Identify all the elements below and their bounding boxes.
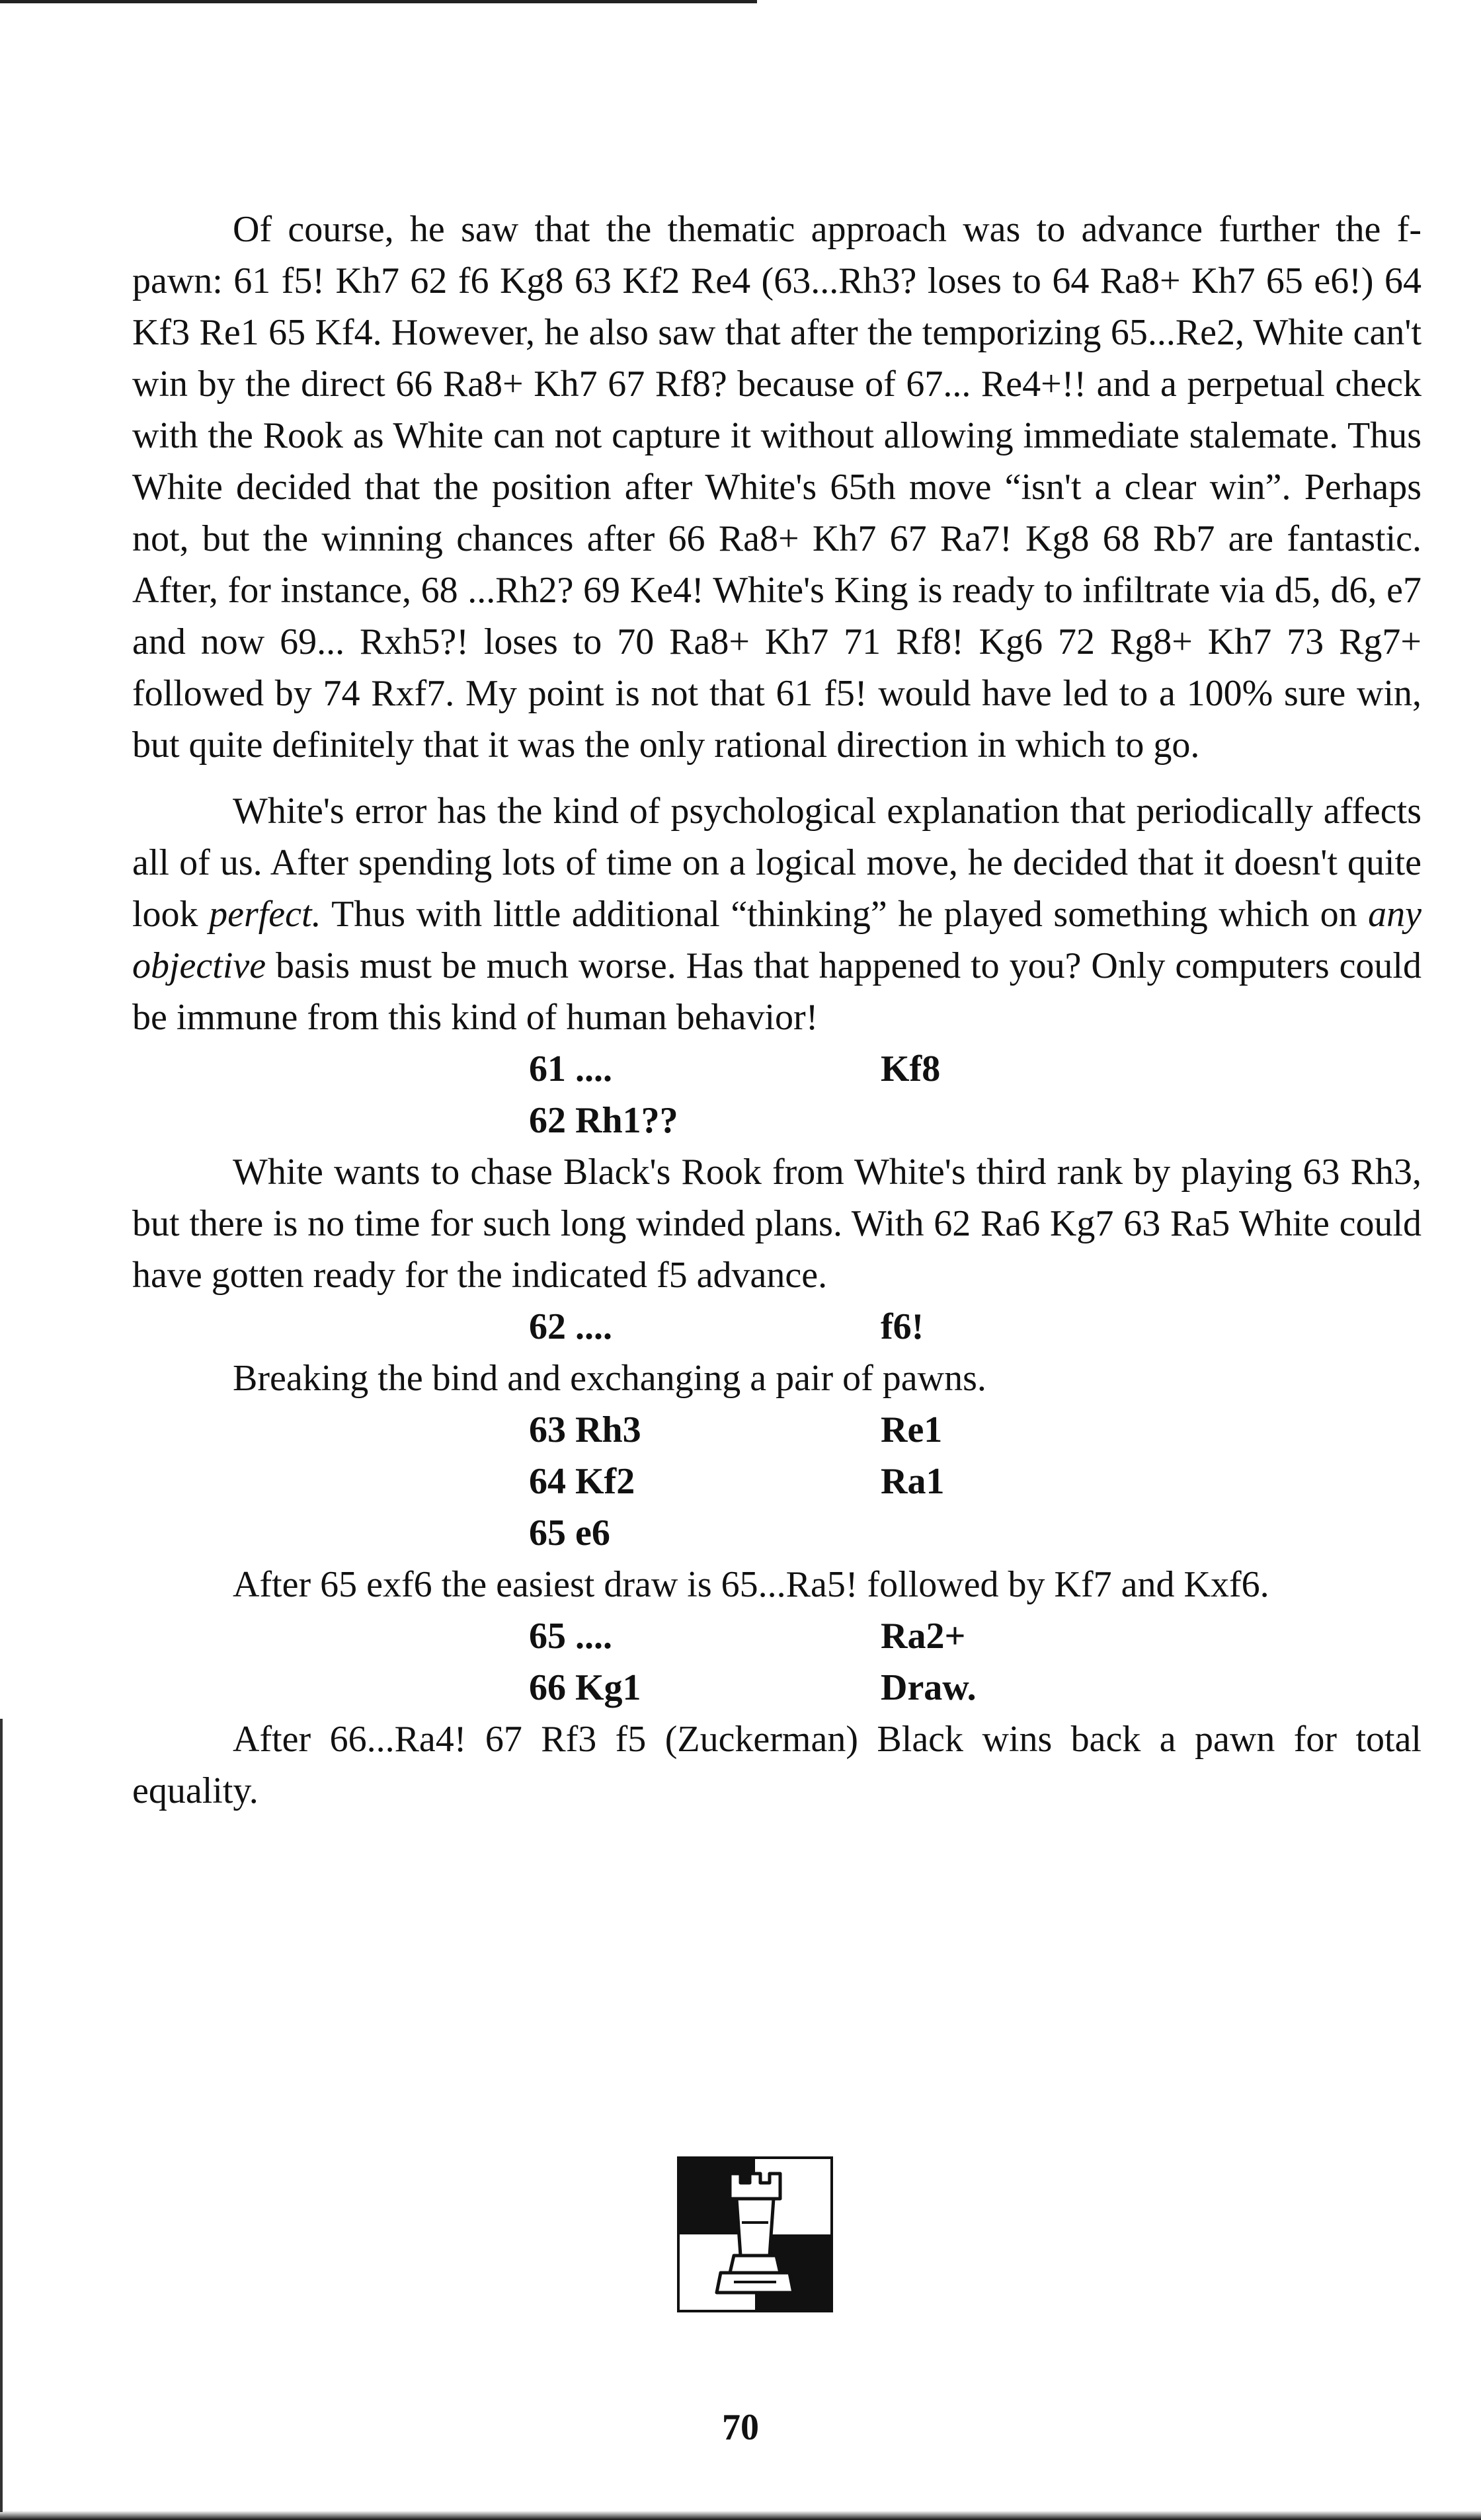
black-move: Ra2+ bbox=[881, 1616, 966, 1657]
paragraph-2-part-3: basis must be much worse. Has that happened to you? Only computers could be immune from this kind of human behavior! bbox=[132, 945, 1421, 1038]
scan-left-edge bbox=[0, 1719, 3, 2512]
white-move: 62 Rh1?? bbox=[529, 1100, 678, 1141]
black-move: f6! bbox=[881, 1306, 924, 1347]
move-line bbox=[132, 1043, 1421, 1095]
top-rule bbox=[0, 0, 757, 3]
white-move: 61 .... bbox=[529, 1048, 612, 1089]
white-move: 66 Kg1 bbox=[529, 1667, 641, 1708]
move-line bbox=[132, 1404, 1421, 1456]
page-number: 70 bbox=[722, 2407, 759, 2448]
black-move: Re1 bbox=[881, 1409, 943, 1450]
annotation-2: Breaking the bind and exchanging a pair of pawns. bbox=[233, 1358, 986, 1399]
paragraph-2-part-1: White's error has the kind of psychological explanation that periodically affects all of us. After spending lots of time on a logical move, he decided that it doesn't quite look bbox=[132, 791, 1421, 935]
move-line bbox=[132, 1456, 1421, 1507]
black-move: Kf8 bbox=[881, 1048, 941, 1089]
move-line bbox=[132, 1507, 1421, 1559]
move-line bbox=[132, 1301, 1421, 1353]
move-line bbox=[132, 1662, 1421, 1713]
paragraph-2-part-2: Thus with little additional “thinking” he played something which on bbox=[321, 894, 1369, 935]
scan-bottom-edge bbox=[0, 2511, 1481, 2520]
white-move: 64 Kf2 bbox=[529, 1461, 635, 1502]
paragraph-1: Of course, he saw that the thematic approach was to advance further the f-pawn: 61 f5! Kh7 62 f6 Kg8 63 Kf2 Re4 (63...Rh3? loses to 64 Ra8+ Kh7 65 e6!) 64 Kf3 Re1 65 Kf4. However, he also saw that after the temporizing 65...Re2, White can't win by the direct 66 Ra8+ Kh7 67 Rf8? because of 67... Re4+!! and a perpetual check with the Rook as White can not capture it without allowing immediate stalemate. Thus White decided that the position after White's 65th move “isn't a clear win”. Perhaps not, but the winning chances after 66 Ra8+ Kh7 67 Ra7! Kg8 68 Rb7 are fantastic. After, for instance, 68 ...Rh2? 69 Ke4! White's King is ready to infiltrate via d5, d6, e7 and now 69... Rxh5?! loses to 70 Ra8+ Kh7 71 Rf8! Kg6 72 Rg8+ Kh7 73 Rg7+ followed by 74 Rxf7. My point is not that 61 f5! would have led to a 100% sure win, but quite definitely that it was the only rational direction in which to go. bbox=[132, 209, 1421, 766]
annotation-3: After 65 exf6 the easiest draw is 65...Ra5! followed by Kf7 and Kxf6. bbox=[233, 1564, 1269, 1605]
white-move: 65 e6 bbox=[529, 1513, 610, 1554]
white-move: 65 .... bbox=[529, 1616, 612, 1657]
white-move: 63 Rh3 bbox=[529, 1409, 641, 1450]
paragraph-2 bbox=[132, 785, 1421, 1043]
white-move: 62 .... bbox=[529, 1306, 612, 1347]
move-line bbox=[132, 1610, 1421, 1662]
black-move: Ra1 bbox=[881, 1461, 945, 1502]
chess-rook-emblem-icon bbox=[677, 2156, 833, 2312]
paragraph-2-emphasis-1: perfect. bbox=[209, 894, 321, 935]
paragraph-2-emphasis-2: any objective bbox=[132, 894, 1421, 986]
page-body bbox=[132, 204, 1421, 1817]
black-move: Draw. bbox=[881, 1667, 977, 1708]
annotation-4: After 66...Ra4! 67 Rf3 f5 (Zuckerman) Black wins back a pawn for total equality. bbox=[132, 1719, 1421, 1811]
annotation-1: White wants to chase Black's Rook from White's third rank by playing 63 Rh3, but there is no time for such long winded plans. With 62 Ra6 Kg7 63 Ra5 White could have gotten ready for the indicated f5 advance. bbox=[132, 1152, 1421, 1296]
move-line bbox=[132, 1095, 1421, 1146]
